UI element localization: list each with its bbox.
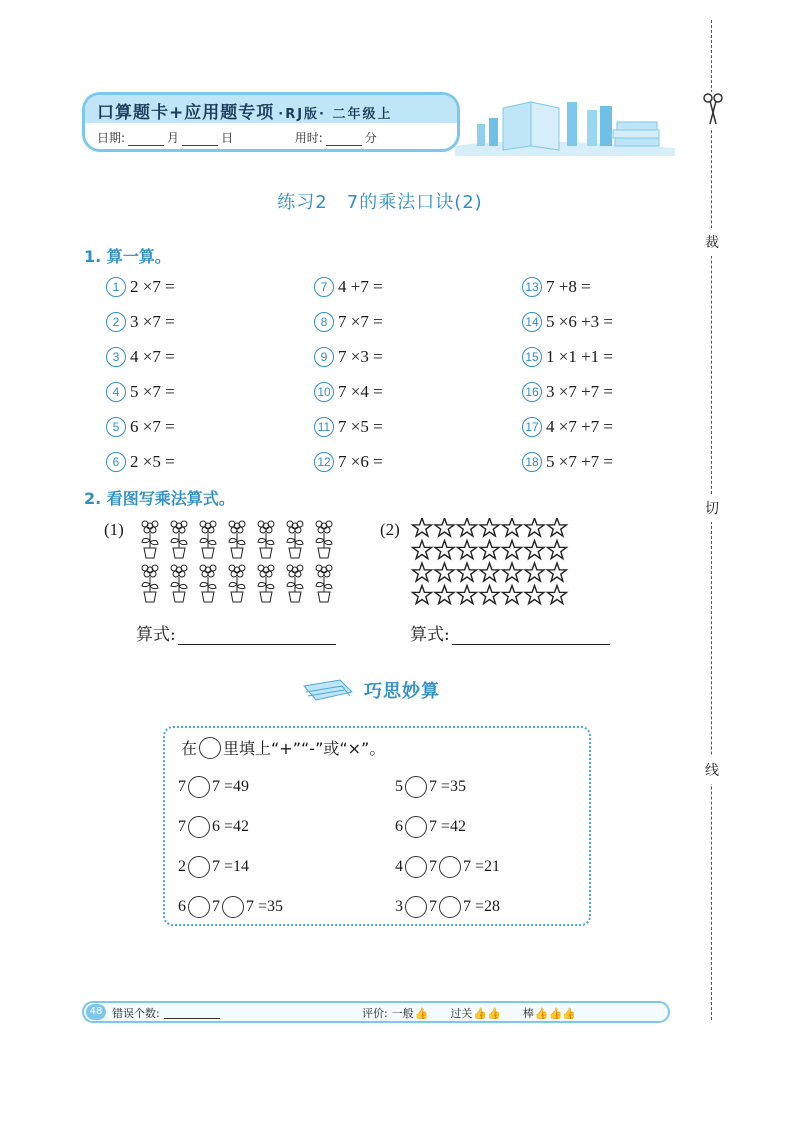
flower-pot [171,521,187,558]
problem-number: 6 [106,452,126,472]
flower-pot [142,521,158,558]
flower-pot [200,565,216,602]
equation-part: 7 [178,818,186,835]
problem-number: 10 [314,382,334,402]
day-blank[interactable] [182,133,218,146]
equation-part: 6 [395,818,403,835]
problem-number: 12 [314,452,334,472]
problem-expression: 4 ×7 +7 = [546,417,614,436]
star-icon [458,563,477,581]
book-edition: ·RJ版· 二年级上 [278,107,393,122]
problem-item [106,380,175,404]
star-icon [503,586,522,604]
star-icon [413,586,432,604]
cut-char-1: 裁 [702,228,722,256]
date-label: 日期: [97,131,126,145]
star-icon [480,586,499,604]
operator-blank[interactable] [405,856,427,878]
star-icon [548,541,567,559]
operator-blank[interactable] [188,896,210,918]
problem-item [522,345,613,369]
operator-blank[interactable] [439,896,461,918]
errors-field [112,1005,220,1021]
equation-part: 7 =21 [463,858,501,875]
problem-item [522,380,613,404]
problem-item [314,310,383,334]
thumb-icon[interactable]: 👍👍👍 [534,1006,576,1020]
flower-pot [200,521,216,558]
star-icon [503,518,522,536]
star-icon [548,563,567,581]
month-blank[interactable] [128,133,164,146]
day-label: 日 [221,131,234,145]
problem-item [106,450,175,474]
equation-part: 7 =14 [212,858,250,875]
cut-char-3: 线 [702,756,722,784]
problem-number: 18 [522,452,542,472]
star-icon [413,518,432,536]
problem-expression: 7 ×3 = [338,347,383,366]
equation-part: 2 [178,858,186,875]
section1-heading: 1. 算一算。 [84,247,171,266]
problem-expression: 2 ×5 = [130,452,175,471]
flower-pot [287,521,303,558]
instruction-suffix: 里填上“+”“-”或“×”。 [223,739,386,758]
problem-expression: 4 ×7 = [130,347,175,366]
equation-part: 7 [178,778,186,795]
equation-part: 6 [178,898,186,915]
rating-pass: 过关 [450,1007,473,1020]
star-icon [435,541,454,559]
cut-char-2: 切 [702,494,722,522]
thumb-icon[interactable]: 👍 [414,1006,429,1020]
problem-expression: 2 ×7 = [130,277,175,296]
operator-blank[interactable] [405,816,427,838]
equation-part: 5 [395,778,403,795]
star-icon [435,586,454,604]
equation-item [395,815,466,839]
star-picture [410,518,570,608]
problem-number: 9 [314,347,334,367]
star-icon [548,586,567,604]
problem-expression: 6 ×7 = [130,417,175,436]
operator-blank[interactable] [405,896,427,918]
star-icon [458,586,477,604]
answer1-label: 算式: [136,625,176,645]
flower-pot [316,565,332,602]
problem-number: 11 [314,417,334,437]
equation-item [178,895,283,919]
operator-blank[interactable] [439,856,461,878]
operator-blank[interactable] [188,856,210,878]
problem-item [522,275,591,299]
equation-part: 7 [212,898,220,915]
star-icon [480,541,499,559]
problem-item [314,450,383,474]
equation-part: 6 =42 [212,818,250,835]
answer1-blank[interactable] [178,626,336,645]
answer2 [410,620,610,645]
problem-expression: 1 ×1 +1 = [546,347,614,366]
operator-blank[interactable] [222,896,244,918]
answer1 [136,620,336,645]
flower-pot [258,521,274,558]
problem-expression: 7 ×6 = [338,452,383,471]
star-icon [458,518,477,536]
flower-pot [229,521,245,558]
equation-part: 7 =28 [463,898,501,915]
problem-expression: 5 ×7 = [130,382,175,401]
problem-number: 7 [314,277,334,297]
star-icon [435,563,454,581]
problem-number: 13 [522,277,542,297]
problem-number: 16 [522,382,542,402]
problem-number: 1 [106,277,126,297]
star-icon [413,563,432,581]
bonus-instruction [181,736,385,759]
equation-part: 7 =49 [212,778,250,795]
problem-number: 8 [314,312,334,332]
star-icon [525,586,544,604]
books-illustration [455,96,675,156]
flower-pot [287,565,303,602]
operator-blank[interactable] [188,776,210,798]
problem-expression: 3 ×7 = [130,312,175,331]
book-icon [300,676,356,704]
star-icon [480,518,499,536]
problem-item [106,345,175,369]
problem-item [106,310,175,334]
equation-item [395,775,466,799]
problem-item [314,415,383,439]
equation-part: 7 =35 [246,898,284,915]
equation-item [395,895,500,919]
equation-part: 4 [395,858,403,875]
problem-expression: 5 ×7 +7 = [546,452,614,471]
problem-item [106,415,175,439]
flower-pot [142,565,158,602]
operator-blank[interactable] [188,816,210,838]
problem-number: 17 [522,417,542,437]
time-label: 用时: [294,131,323,145]
scissors-icon [700,92,726,128]
problem-item [314,345,383,369]
instruction-prefix: 在 [181,739,198,758]
errors-blank[interactable] [164,1007,220,1019]
problem-expression: 7 ×5 = [338,417,383,436]
answer2-blank[interactable] [452,626,610,645]
rating-label: 评价: [362,1007,388,1020]
star-icon [413,541,432,559]
problem-expression: 3 ×7 +7 = [546,382,614,401]
part2-label: (2) [380,520,400,539]
flower-picture [136,518,346,608]
star-icon [525,563,544,581]
bonus-title-row [300,674,440,706]
equation-part: 7 =35 [429,778,467,795]
flower-pot [171,565,187,602]
problem-number: 14 [522,312,542,332]
star-icon [435,518,454,536]
problem-expression: 7 +8 = [546,277,591,296]
equation-part: 3 [395,898,403,915]
star-icon [503,563,522,581]
problem-number: 4 [106,382,126,402]
equation-item [178,855,249,879]
sample-circle [199,737,221,759]
bonus-title: 巧思妙算 [364,681,440,702]
flower-pot [229,565,245,602]
date-time-row [97,129,377,146]
month-label: 月 [167,131,180,145]
problem-item [106,275,175,299]
star-icon [503,541,522,559]
problem-item [522,310,613,334]
section2-heading: 2. 看图写乘法算式。 [84,489,235,508]
operator-blank[interactable] [405,776,427,798]
problem-item [522,450,613,474]
page-number: 48 [86,1004,106,1020]
star-icon [480,563,499,581]
thumb-icon[interactable]: 👍👍 [473,1006,501,1020]
problem-expression: 5 ×6 +3 = [546,312,614,331]
rating-great: 棒 [522,1007,534,1020]
problem-number: 5 [106,417,126,437]
errors-label: 错误个数: [112,1007,160,1020]
answer2-label: 算式: [410,625,450,645]
problem-number: 15 [522,347,542,367]
book-title [97,98,393,123]
rating-ok: 一般 [391,1007,414,1020]
equation-part: 7 [429,898,437,915]
rating-group [362,1005,576,1021]
book-title-text: 口算题卡+应用题专项 [97,103,275,123]
equation-part: 7 [429,858,437,875]
equation-item [178,815,249,839]
flower-pot [258,565,274,602]
equation-part: 7 =42 [429,818,467,835]
problem-number: 2 [106,312,126,332]
equation-item [178,775,249,799]
problem-number: 3 [106,347,126,367]
problem-item [522,415,613,439]
part1-label: (1) [104,520,124,539]
star-icon [458,541,477,559]
problem-item [314,275,383,299]
star-icon [525,541,544,559]
header-card [82,92,460,152]
flower-pot [316,521,332,558]
problem-item [314,380,383,404]
equation-item [395,855,500,879]
minute-label: 分 [364,131,377,145]
star-icon [548,518,567,536]
minute-blank[interactable] [326,133,362,146]
exercise-title: 练习2 7的乘法口诀(2) [277,192,483,213]
star-icon [525,518,544,536]
problem-expression: 4 +7 = [338,277,383,296]
problem-expression: 7 ×7 = [338,312,383,331]
problem-expression: 7 ×4 = [338,382,383,401]
